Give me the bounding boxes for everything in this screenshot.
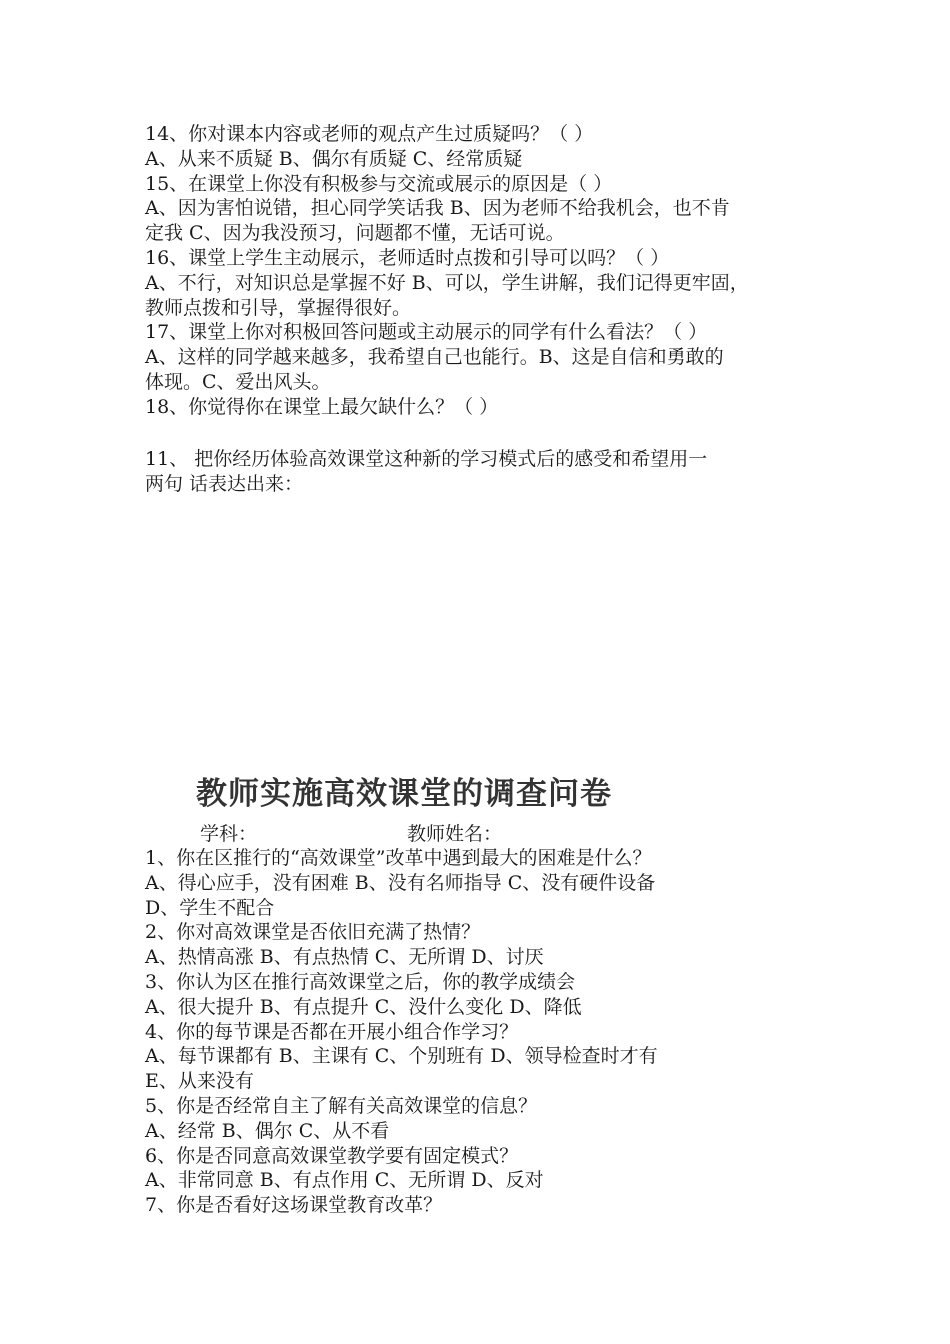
question-2-options: A、热情高涨 B、有点热情 C、无所谓 D、讨厌: [145, 946, 544, 969]
question-3: 3、你认为区在推行高效课堂之后，你的教学成绩会: [145, 970, 576, 993]
subject-label: 学科：: [200, 823, 258, 845]
survey-title: 教师实施高效课堂的调查问卷: [196, 776, 612, 812]
question-4-options-cont: E、从来没有: [145, 1070, 254, 1093]
question-14-options: A、从来不质疑 B、偶尔有质疑 C、经常质疑: [145, 147, 523, 170]
teacher-questions-section: [145, 846, 815, 1218]
question-15-options-cont: 定我 C、因为我没预习，问题都不懂，无话可说。: [145, 222, 565, 245]
feedback-prompt-section: [145, 447, 815, 497]
teacher-name-label: 教师姓名：: [407, 823, 503, 845]
question-6: 6、你是否同意高效课堂教学要有固定模式？: [145, 1144, 519, 1167]
question-17: 17、课堂上你对积极回答问题或主动展示的同学有什么看法？（ ）: [145, 321, 708, 344]
feedback-prompt: 11、 把你经历体验高效课堂这种新的学习模式后的感受和希望用一: [145, 448, 708, 470]
question-17-options: A、这样的同学越来越多，我希望自己也能行。B、这是自信和勇敢的: [145, 346, 724, 369]
feedback-prompt-cont: 两句 话表达出来：: [145, 472, 304, 495]
question-1: 1、你在区推行的“高效课堂”改革中遇到最大的困难是什么？: [145, 847, 652, 869]
student-questions-section: [145, 122, 815, 420]
question-14: 14、你对课本内容或老师的观点产生过质疑吗？（ ）: [145, 123, 594, 145]
question-16-options-cont: 教师点拨和引导，掌握得很好。: [145, 296, 412, 319]
question-4: 4、你的每节课是否都在开展小组合作学习？: [145, 1020, 519, 1043]
survey-meta-row: [0, 822, 950, 847]
question-16: 16、课堂上学生主动展示，老师适时点拨和引导可以吗？（ ）: [145, 246, 670, 269]
question-1-options: A、得心应手，没有困难 B、没有名师指导 C、没有硬件设备: [145, 871, 656, 894]
question-5: 5、你是否经常自主了解有关高效课堂的信息？: [145, 1094, 538, 1117]
question-16-options: A、不行，对知识总是掌握不好 B、可以，学生讲解，我们记得更牢固，: [145, 271, 749, 294]
question-1-options-cont: D、学生不配合: [145, 896, 275, 919]
question-6-options: A、非常同意 B、有点作用 C、无所谓 D、反对: [145, 1169, 544, 1192]
question-5-options: A、经常 B、偶尔 C、从不看: [145, 1119, 390, 1142]
question-15: 15、在课堂上你没有积极参与交流或展示的原因是（ ）: [145, 172, 613, 195]
question-7: 7、你是否看好这场课堂教育改革？: [145, 1194, 443, 1217]
question-2: 2、你对高效课堂是否依旧充满了热情？: [145, 921, 481, 944]
question-18: 18、你觉得你在课堂上最欠缺什么？（ ）: [145, 395, 499, 418]
question-15-options: A、因为害怕说错，担心同学笑话我 B、因为老师不给我机会，也不肯: [145, 197, 730, 220]
question-3-options: A、很大提升 B、有点提升 C、没什么变化 D、降低: [145, 995, 582, 1018]
question-17-options-cont: 体现。C、爱出风头。: [145, 370, 331, 393]
question-4-options: A、每节课都有 B、主课有 C、个别班有 D、领导检查时才有: [145, 1045, 658, 1068]
